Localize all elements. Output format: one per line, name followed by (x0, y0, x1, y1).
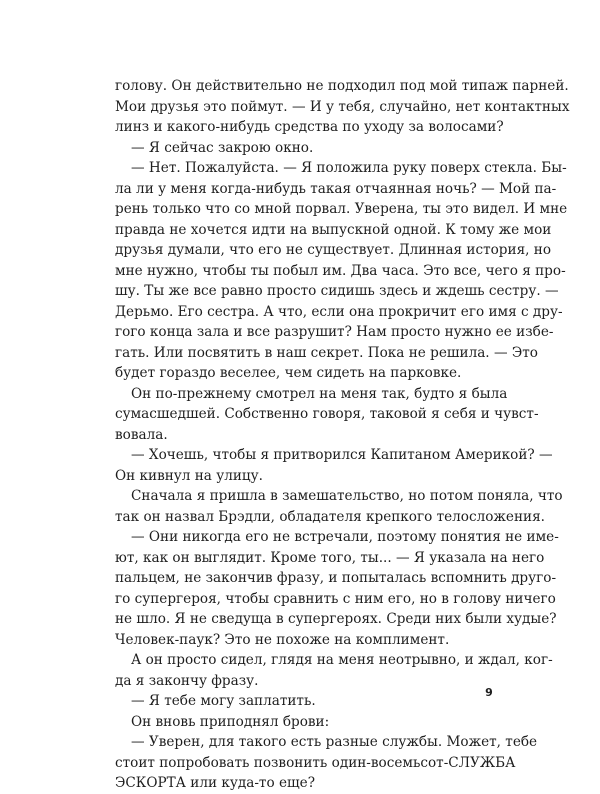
text-line: А он просто сидел, глядя на меня неотрывно, и ждал, ког- (131, 652, 553, 668)
text-line: мне нужно, чтобы ты побыл им. Два часа. Это все, чего я про- (115, 262, 566, 279)
text-line: голову. Он действительно не подходил под мой типаж парней. (115, 78, 569, 94)
text-line: стоит попробовать позвонить один-восемьсот-СЛУЖБА (115, 754, 516, 771)
text-line: Дерьмо. Его сестра. А что, если она прокричит его имя с дру- (115, 303, 563, 320)
text-line: Мои друзья это поймут. — И у тебя, случайно, нет контактных (115, 98, 570, 115)
text-line: ЭСКОРТА или куда-то еще? (115, 775, 315, 791)
text-line: линз и какого-нибудь средства по уходу за волосами? (115, 119, 504, 135)
text-line: вовала. (115, 426, 168, 443)
text-line: друзья думали, что его не существует. Длинная история, но (115, 242, 552, 258)
text-line: ла ли у меня когда-нибудь такая отчаянная ночь? — Мой па- (115, 180, 557, 197)
text-line: будет гораздо веселее, чем сидеть на парковке. (115, 365, 462, 381)
text-line: пальцем, не закончив фразу, и попыталась вспомнить друго- (115, 570, 557, 586)
text-line: рень только что со мной порвал. Уверена, ты это видел. И мне (115, 201, 568, 217)
text-line: шу. Ты же все равно просто сидишь здесь и ждешь сестру. — (115, 283, 559, 299)
text-line: не шло. Я не сведуща в супергероях. Среди них были худые? (115, 611, 557, 627)
text-line: — Уверен, для такого есть разные службы. Может, тебе (131, 734, 538, 750)
text-line: Он вновь приподнял брови: (131, 713, 330, 730)
text-line: ют, как он выглядит. Кроме того, ты... — Я указала на него (115, 549, 545, 566)
body-text (115, 76, 570, 794)
text-line: — Я сейчас закрою окно. (131, 139, 314, 156)
text-line: гого конца зала и все разрушит? Нам просто нужно ее избе- (115, 324, 554, 340)
text-line: Человек-паук? Это не похоже на комплимент. (115, 631, 450, 648)
text-line: правда не хочется идти на выпускной одной. К тому же мои (115, 221, 552, 238)
page-number: 9 (485, 686, 493, 699)
text-line: — Нет. Пожалуйста. — Я положила руку поверх стекла. Бы- (131, 160, 567, 176)
text-line: Он по-прежнему смотрел на меня так, будто я была (131, 385, 508, 402)
text-line: го супергероя, чтобы сравнить с ним его, но в голову ничего (115, 590, 556, 607)
text-line: — Я тебе могу заплатить. (131, 693, 316, 709)
text-line: сумасшедшей. Собственно говоря, таковой я себя и чувст- (115, 406, 539, 422)
text-line: Сначала я пришла в замешательство, но потом поняла, что (131, 488, 563, 504)
text-line: так он назвал Брэдли, обладателя крепкого телосложения. (115, 508, 545, 525)
text-line: — Хочешь, чтобы я притворился Капитаном Америкой? — (131, 447, 553, 463)
text-line: гать. Или посвятить в наш секрет. Пока не решила. — Это (115, 344, 538, 361)
text-line: — Они никогда его не встречали, поэтому понятия не име- (131, 529, 559, 545)
text-line: Он кивнул на улицу. (115, 467, 263, 484)
text-line: да я закончу фразу. (115, 672, 259, 689)
